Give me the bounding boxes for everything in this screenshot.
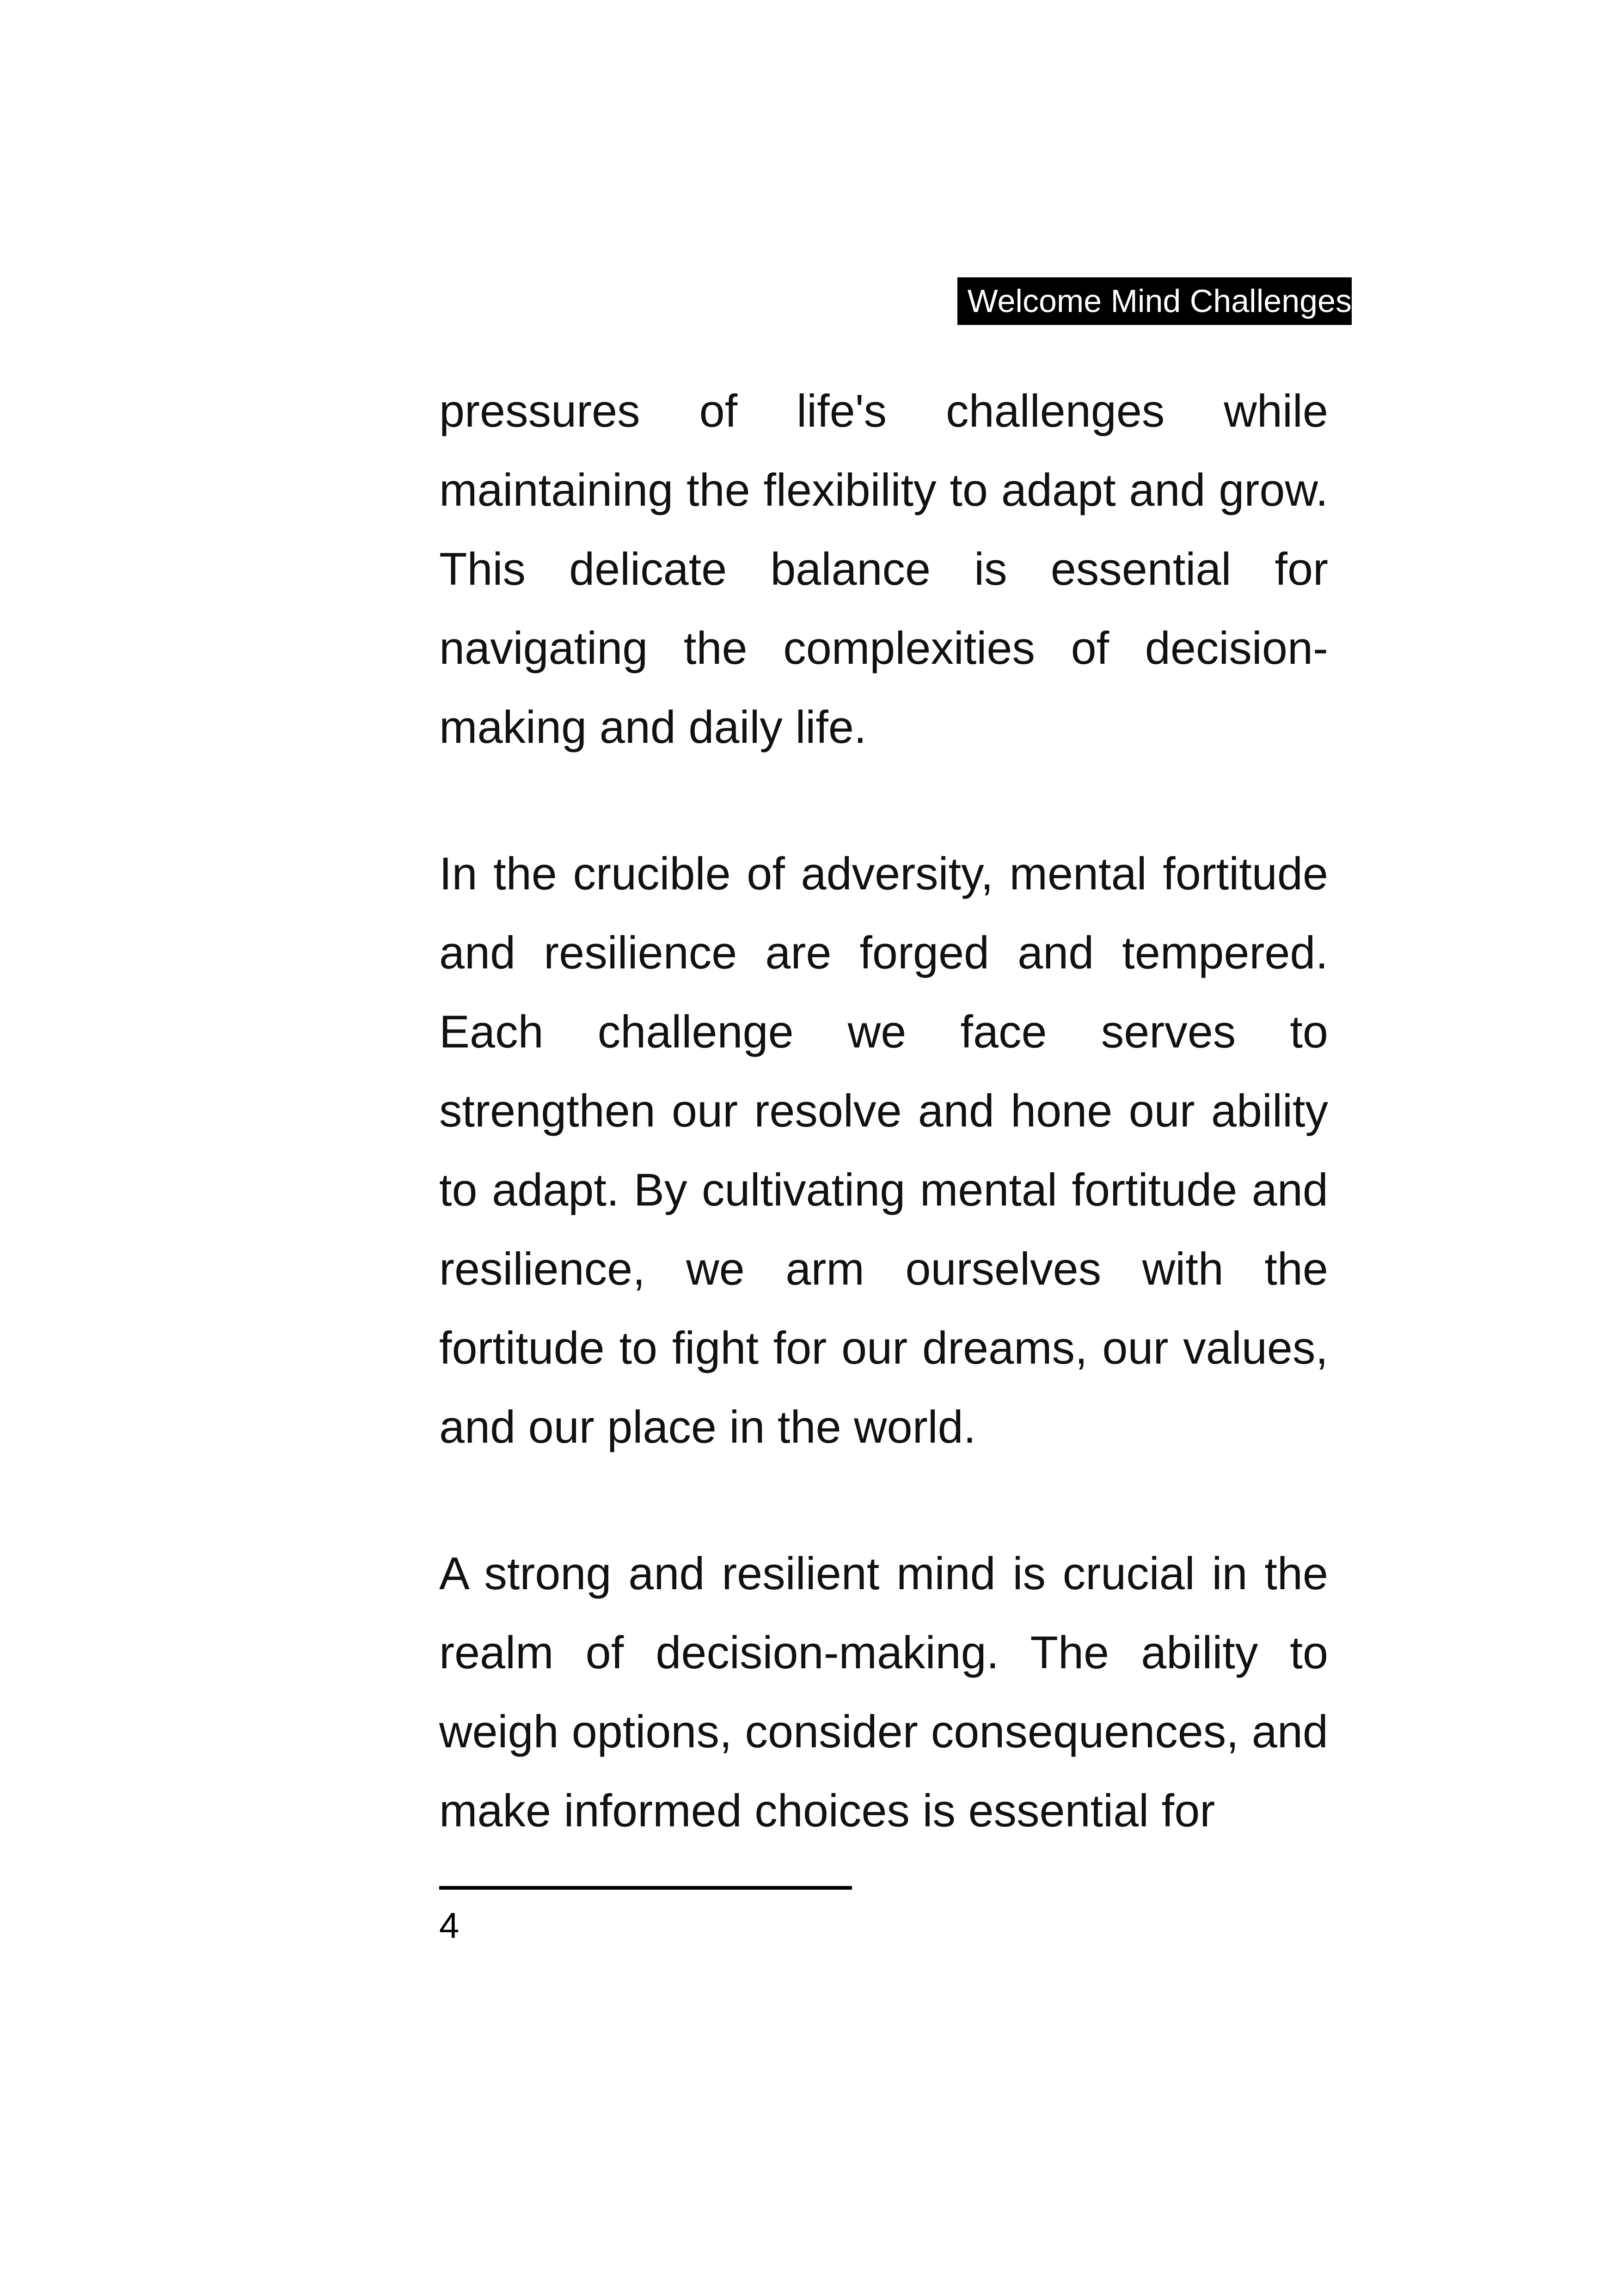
paragraph: pressures of life's challenges while maintaining the flexibility to adapt and grow. This delicate balance is essential for navigating the complexities of decision-making and daily life. (439, 385, 1328, 753)
body-text (439, 371, 1328, 1850)
paragraph: In the crucible of adversity, mental fortitude and resilience are forged and tempered. Each challenge we face serves to strengthen our resolve and hone our ability to adapt. By cultivating mental fortitude and resilience, we arm ourselves with the fortitude to fight for our dreams, our values, and our place in the world. (439, 848, 1328, 1452)
paragraph: A strong and resilient mind is crucial in the realm of decision-making. The ability to weigh options, consider consequences, and make informed choices is essential for (439, 1548, 1328, 1836)
running-header: Welcome Mind Challenges (957, 277, 1352, 325)
footer-rule (439, 1886, 852, 1890)
page-number: 4 (439, 1905, 460, 1946)
